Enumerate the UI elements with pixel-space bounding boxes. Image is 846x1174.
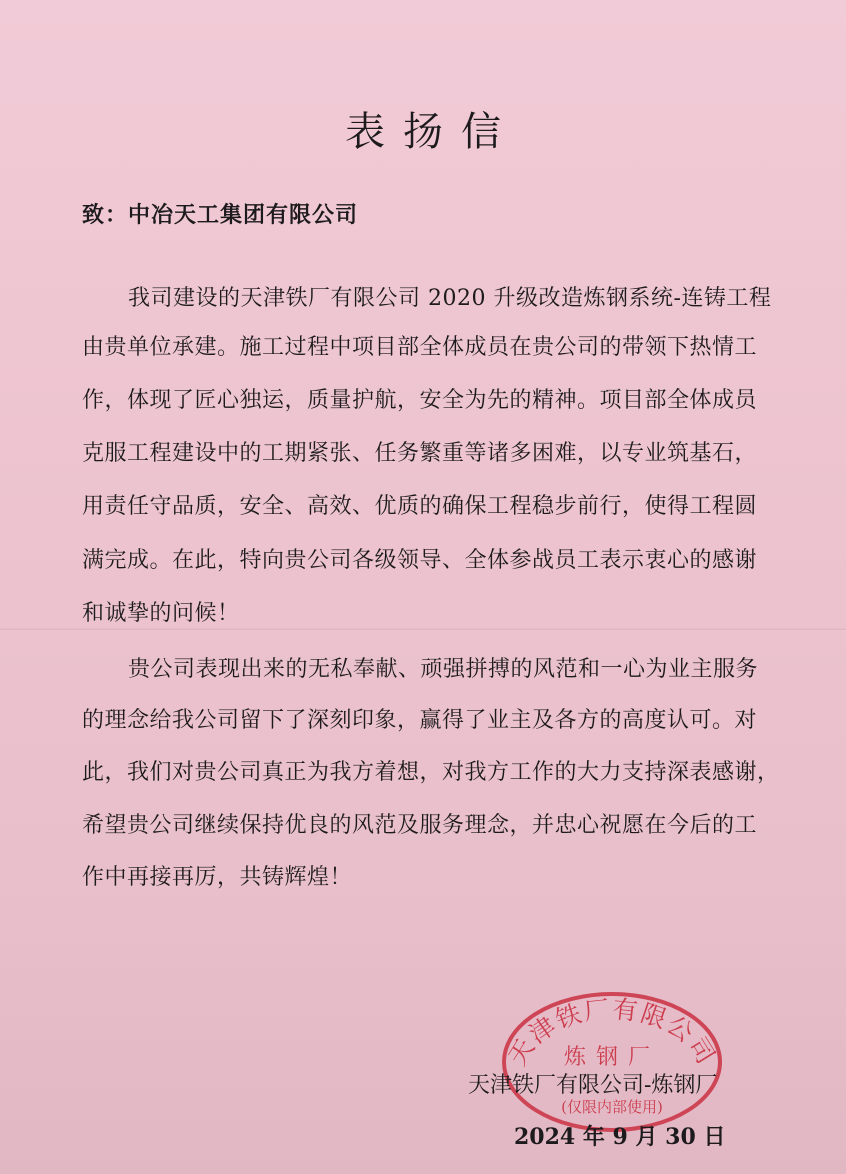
official-seal [498, 984, 726, 1132]
seal-center-text: 炼钢厂 [563, 1045, 661, 1070]
body-line: 和诚挚的问候！ [82, 601, 240, 626]
body-line: 作，体现了匠心独运，质量护航，安全为先的精神。项目部全体成员 [82, 388, 758, 413]
body-line: 由贵单位承建。施工过程中项目部全体成员在贵公司的带领下热情工 [82, 335, 758, 360]
letter-title: 表扬信 [345, 109, 519, 155]
body-line: 克服工程建设中的工期紧张、任务繁重等诸多困难，以专业筑基石， [82, 441, 758, 466]
body-line: 作中再接再厉，共铸辉煌！ [82, 865, 353, 890]
body-line: 此，我们对贵公司真正为我方着想，对我方工作的大力支持深表感谢， [82, 760, 780, 785]
signature-line: 天津铁厂有限公司-炼钢厂 [468, 1073, 718, 1098]
body-line: 贵公司表现出来的无私奉献、顽强拼搏的风范和一心为业主服务 [128, 657, 759, 682]
seal-arc-text: 天津铁厂有限公司 [502, 994, 722, 1071]
letter-date: 2024 年 9 月 30 日 [514, 1124, 726, 1150]
body-line: 的理念给我公司留下了深刻印象，赢得了业主及各方的高度认可。对 [82, 708, 758, 733]
paper-fold-line [0, 628, 846, 631]
recipient-line: 致：中冶天工集团有限公司 [82, 202, 359, 228]
body-line: 希望贵公司继续保持优良的风范及服务理念，并忠心祝愿在今后的工 [82, 813, 758, 838]
seal-bottom-text: (仅限内部使用) [561, 1098, 663, 1116]
body-line: 我司建设的天津铁厂有限公司 2020 升级改造炼钢系统-连铸工程 [128, 286, 772, 311]
body-line: 用责任守品质，安全、高效、优质的确保工程稳步前行，使得工程圆 [82, 494, 758, 519]
body-line: 满完成。在此，特向贵公司各级领导、全体参战员工表示衷心的感谢 [82, 548, 758, 573]
